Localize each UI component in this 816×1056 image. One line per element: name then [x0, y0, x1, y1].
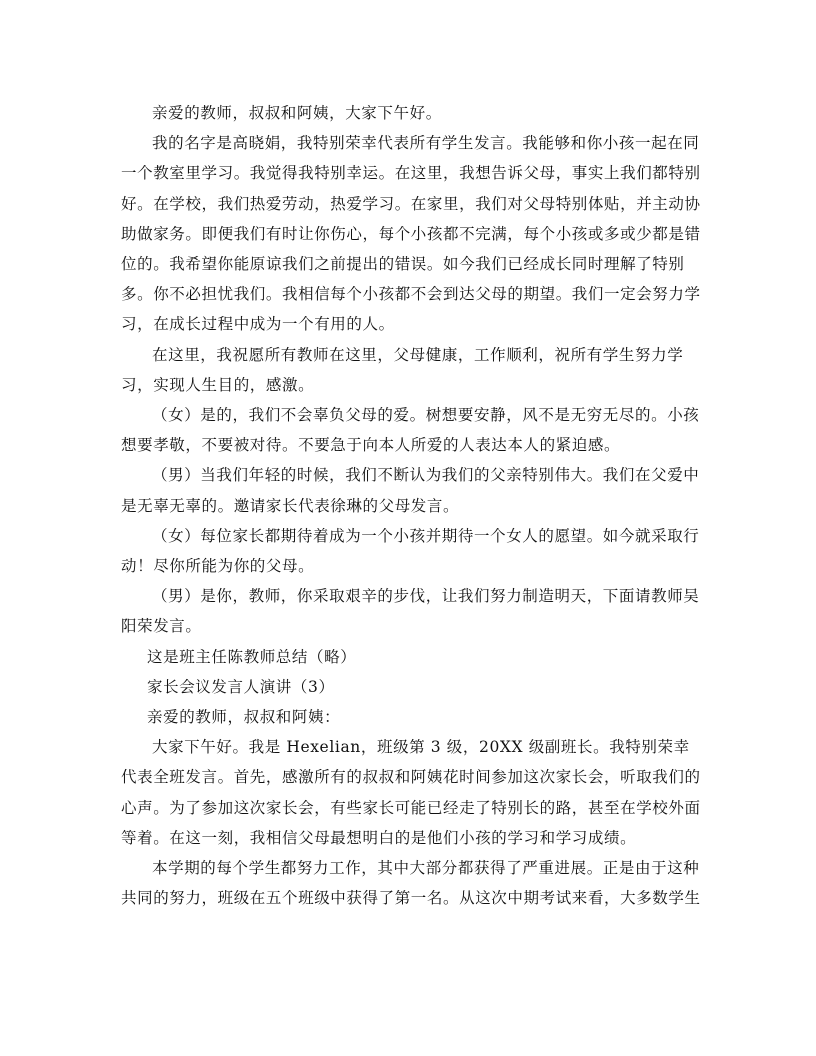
paragraph-female-host-2: （女）每位家长都期待着成为一个小孩并期待一个女人的愿望。如今就采取行动！尽你所能为你的父母。 — [121, 526, 700, 576]
paragraph-male-host-2: （男）是你，教师，你采取艰辛的步伐，让我们努力制造明天，下面请教师吴阳荣发言。 — [121, 587, 700, 636]
paragraph-summary-note: 这是班主任陈教师总结（略） — [147, 647, 357, 666]
paragraph-greeting: 亲爱的教师，叔叔和阿姨，大家下午好。 — [152, 104, 442, 122]
paragraph-salutation: 亲爱的教师，叔叔和阿姨： — [147, 708, 341, 727]
paragraph-semester-progress: 本学期的每个学生都努力工作，其中大部分都获得了严重进展。正是由于这种共同的努力，班级在五个班级中获得了第一名。从这次中期考试来看，大多数学生 — [121, 859, 701, 908]
paragraph-student-speech: 我的名字是高晓娟，我特别荣幸代表所有学生发言。我能够和你小孩一起在同一个教室里学习。我觉得我特别幸运。在这里，我想告诉父母，事实上我们都特别好。在学校，我们热爱劳动，热爱学习。在家里，我们对父母特别体贴，并主动协助做家务。即便我们有时让你伤心，每个小孩都不完满，每个小孩或多或少都是错位的。我希望你能原谅我们之前提出的错误。如今我们已经成长同时理解了特别多。你不必担忧我们。我相信每个小孩都不会到达父母的期望。我们一定会努力学习，在成长过程中成为一个有用的人。 — [121, 134, 701, 334]
section-heading: 家长会议发言人演讲（3） — [147, 677, 335, 696]
paragraph-male-host-1: （男）当我们年轻的时候，我们不断认为我们的父亲特别伟大。我们在父爱中是无辜无辜的。邀请家长代表徐琳的父母发言。 — [121, 466, 700, 515]
paragraph-blessing: 在这里，我祝愿所有教师在这里，父母健康，工作顺利，祝所有学生努力学习，实现人生目的，感激。 — [121, 345, 684, 394]
paragraph-class-monitor-speech: 大家下午好。我是 Hexelian，班级第 3 级，20XX 级副班长。我特别荣幸代表全班发言。首先，感激所有的叔叔和阿姨花时间参加这次家长会，听取我们的心声。为了参加这次家长会，有些家长可能已经走了特别长的路，甚至在学校外面等着。在这一刻，我相信父母最想明白的是他们小孩的学习和学习成绩。 — [121, 738, 701, 847]
document-body — [121, 98, 701, 913]
paragraph-female-host-1: （女）是的，我们不会辜负父母的爱。树想要安静，风不是无穷无尽的。小孩想要孝敬，不要被对待。不要急于向本人所爱的人表达本人的紧迫感。 — [121, 406, 700, 455]
